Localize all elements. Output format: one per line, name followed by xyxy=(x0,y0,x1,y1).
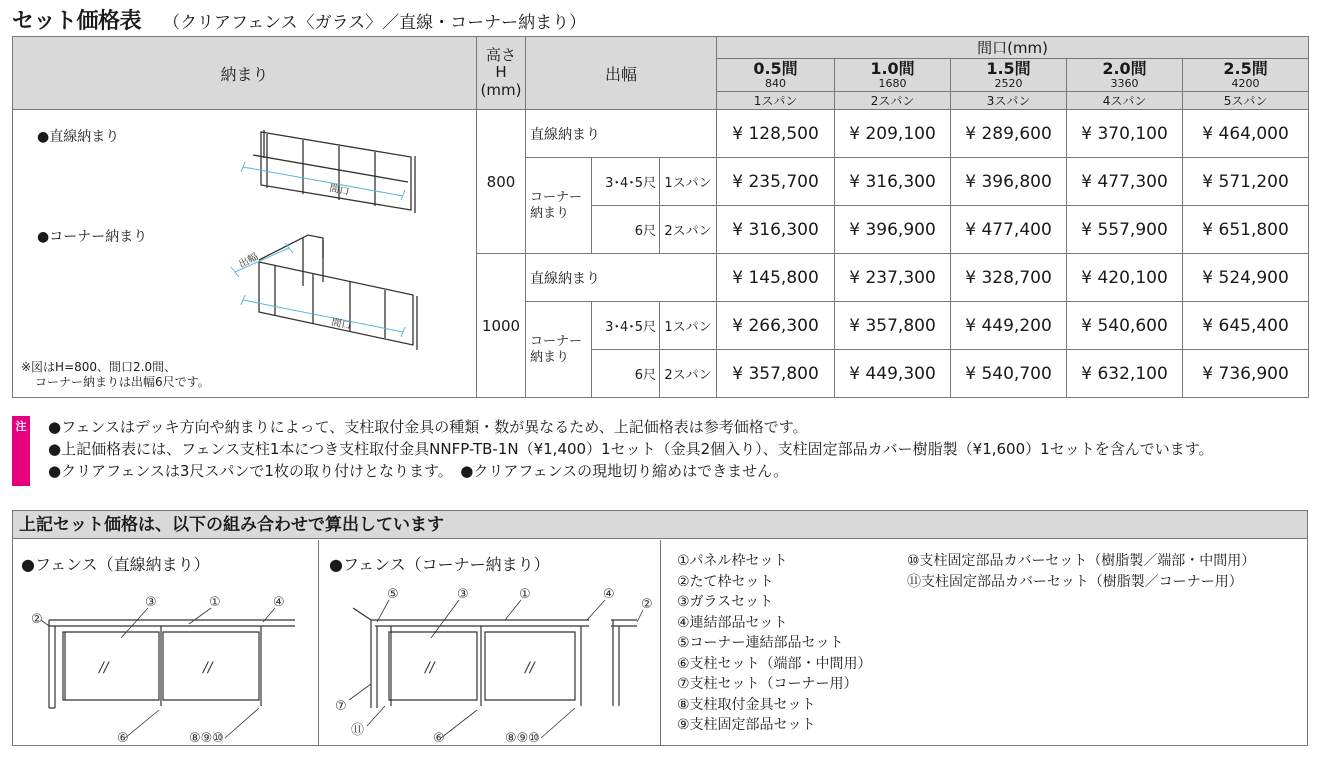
col-head-2: 1.5間 2520 xyxy=(951,59,1067,92)
combination-heading: 上記セット価格は、以下の組み合わせで算出しています xyxy=(13,511,1307,539)
parts-list-left xyxy=(677,551,872,736)
part-item: ⑦支柱セット（コーナー用） xyxy=(677,676,858,692)
dehaba-corner: 出幅 xyxy=(237,251,261,271)
page-title: セット価格表 xyxy=(12,9,142,34)
col-head-4: 2.5間 4200 xyxy=(1183,59,1309,92)
label-2: ② xyxy=(31,612,43,627)
straight-label: 直線納まり xyxy=(526,110,717,158)
price-cell: ¥ 557,900 xyxy=(1067,206,1183,254)
price-cell: ¥ 237,300 xyxy=(835,254,951,302)
note-line-1: ●フェンスはデッキ方向や納まりによって、支柱取付金具の種類・数が異なるため、上記価格表は参考価格です。 xyxy=(48,418,808,436)
price-cell: ¥ 464,000 xyxy=(1183,110,1309,158)
price-cell: ¥ 736,900 xyxy=(1183,350,1309,398)
price-table xyxy=(12,36,1309,398)
note-lines xyxy=(48,416,1214,482)
straight-fence-title: ●フェンス（直線納まり） xyxy=(21,555,210,574)
label-4: ④ xyxy=(603,587,615,602)
price-cell: ¥ 477,300 xyxy=(1067,158,1183,206)
part-item: ⑥支柱セット（端部・中間用） xyxy=(677,655,872,672)
height-800: 800 xyxy=(477,110,526,254)
diagram-cell xyxy=(13,110,477,398)
price-cell: ¥ 571,200 xyxy=(1183,158,1309,206)
price-cell: ¥ 289,600 xyxy=(951,110,1067,158)
col-head-3: 2.0間 3360 xyxy=(1067,59,1183,92)
maguchi-straight: 間口 xyxy=(328,183,351,199)
corner-label: コーナー 納まり xyxy=(526,302,592,398)
glass-mark: // xyxy=(203,660,213,676)
diagram-note-1: ※図はH=800、間口2.0間、 xyxy=(21,360,177,374)
page-subtitle: （クリアフェンス〈ガラス〉／直線・コーナー納まり） xyxy=(163,13,587,33)
part-item: ④連結部品セット xyxy=(677,614,788,631)
label-8910: ⑧⑨⑩ xyxy=(505,731,540,745)
label-7: ⑦ xyxy=(335,699,347,714)
price-cell: ¥ 316,300 xyxy=(835,158,951,206)
price-cell: ¥ 396,800 xyxy=(951,158,1067,206)
price-cell: ¥ 651,800 xyxy=(1183,206,1309,254)
col-span-2: 3スパン xyxy=(951,92,1067,110)
price-cell: ¥ 209,100 xyxy=(835,110,951,158)
price-cell: ¥ 449,300 xyxy=(835,350,951,398)
label-1: ① xyxy=(519,587,531,602)
price-cell: ¥ 145,800 xyxy=(717,254,835,302)
size-6: 6尺 xyxy=(592,350,660,398)
corner-diagram-label: ●コーナー納まり xyxy=(37,229,148,245)
label-3: ③ xyxy=(457,587,469,602)
span-2: 2スパン xyxy=(660,206,717,254)
span-2: 2スパン xyxy=(660,350,717,398)
price-cell: ¥ 328,700 xyxy=(951,254,1067,302)
part-item: ②たて枠セット xyxy=(677,573,774,590)
size-345: 3･4･5尺 xyxy=(592,302,660,350)
label-11: ⑪ xyxy=(351,723,365,738)
price-cell: ¥ 477,400 xyxy=(951,206,1067,254)
price-cell: ¥ 540,700 xyxy=(951,350,1067,398)
label-8910: ⑧⑨⑩ xyxy=(189,731,224,745)
maguchi-corner: 間口 xyxy=(330,317,353,333)
price-cell: ¥ 266,300 xyxy=(717,302,835,350)
col-span-4: 5スパン xyxy=(1183,92,1309,110)
label-2: ② xyxy=(641,597,653,612)
part-item: ⑨支柱固定部品セット xyxy=(677,717,816,733)
part-item: ⑧支柱取付金具セット xyxy=(677,696,816,713)
size-6: 6尺 xyxy=(592,206,660,254)
price-cell: ¥ 632,100 xyxy=(1067,350,1183,398)
price-cell: ¥ 449,200 xyxy=(951,302,1067,350)
fence-illustration xyxy=(13,110,475,395)
col-span-0: 1スパン xyxy=(717,92,835,110)
corner-fence-diagram xyxy=(319,540,661,745)
part-item: ⑩支柱固定部品カバーセット（樹脂製／端部・中間用） xyxy=(907,553,1256,569)
label-5: ⑤ xyxy=(387,587,399,602)
price-cell: ¥ 128,500 xyxy=(717,110,835,158)
note-line-2: ●上記価格表には、フェンス支柱1本につき支柱取付金具NNFP-TB-1N（¥1,400）1セット（金具2個入り）、支柱固定部品カバー樹脂製（¥1,600）1セットを含んでいます。 xyxy=(48,440,1214,458)
parts-list-right xyxy=(907,551,1255,592)
span-1: 1スパン xyxy=(660,158,717,206)
corner-label: コーナー 納まり xyxy=(526,158,592,254)
corner-fence-panel xyxy=(319,540,661,745)
straight-diagram-label: ●直線納まり xyxy=(37,129,120,145)
col-span-3: 4スパン xyxy=(1067,92,1183,110)
price-cell: ¥ 540,600 xyxy=(1067,302,1183,350)
label-6: ⑥ xyxy=(117,731,129,745)
note-badge: 注 xyxy=(12,416,30,486)
price-cell: ¥ 396,900 xyxy=(835,206,951,254)
straight-label: 直線納まり xyxy=(526,254,717,302)
note-line-3: ●クリアフェンスは3尺スパンで1枚の取り付けとなります。 ●クリアフェンスの現地切り縮めはできません。 xyxy=(48,462,789,480)
price-cell: ¥ 357,800 xyxy=(717,350,835,398)
glass-mark: // xyxy=(425,660,435,676)
title-row xyxy=(12,4,586,34)
glass-mark: // xyxy=(525,660,535,676)
header-height: 高さ H (mm) xyxy=(477,37,526,110)
col-head-1: 1.0間 1680 xyxy=(835,59,951,92)
glass-mark: // xyxy=(99,660,109,676)
col-head-0: 0.5間 840 xyxy=(717,59,835,92)
price-cell: ¥ 316,300 xyxy=(717,206,835,254)
header-osamari: 納まり xyxy=(13,37,477,110)
corner-fence-title: ●フェンス（コーナー納まり） xyxy=(329,555,550,574)
price-cell: ¥ 524,900 xyxy=(1183,254,1309,302)
straight-fence-panel xyxy=(13,540,319,745)
price-cell: ¥ 370,100 xyxy=(1067,110,1183,158)
part-item: ⑤コーナー連結部品セット xyxy=(677,635,844,651)
combination-panel xyxy=(12,510,1308,746)
price-cell: ¥ 235,700 xyxy=(717,158,835,206)
price-cell: ¥ 420,100 xyxy=(1067,254,1183,302)
size-345: 3･4･5尺 xyxy=(592,158,660,206)
part-item: ⑪支柱固定部品カバーセット（樹脂製／コーナー用） xyxy=(907,573,1243,590)
span-1: 1スパン xyxy=(660,302,717,350)
straight-fence-diagram xyxy=(13,540,319,745)
height-1000: 1000 xyxy=(477,254,526,398)
header-dehaba: 出幅 xyxy=(526,37,717,110)
label-3: ③ xyxy=(145,595,157,610)
part-item: ③ガラスセット xyxy=(677,594,774,610)
label-1: ① xyxy=(209,595,221,610)
header-maguchi: 間口(mm) xyxy=(717,37,1309,59)
part-item: ①パネル枠セット xyxy=(677,553,788,569)
label-6: ⑥ xyxy=(433,731,445,745)
diagram-note-2: コーナー納まりは出幅6尺です。 xyxy=(35,375,210,389)
label-4: ④ xyxy=(273,595,285,610)
price-cell: ¥ 357,800 xyxy=(835,302,951,350)
price-cell: ¥ 645,400 xyxy=(1183,302,1309,350)
col-span-1: 2スパン xyxy=(835,92,951,110)
table-row xyxy=(13,110,1309,158)
